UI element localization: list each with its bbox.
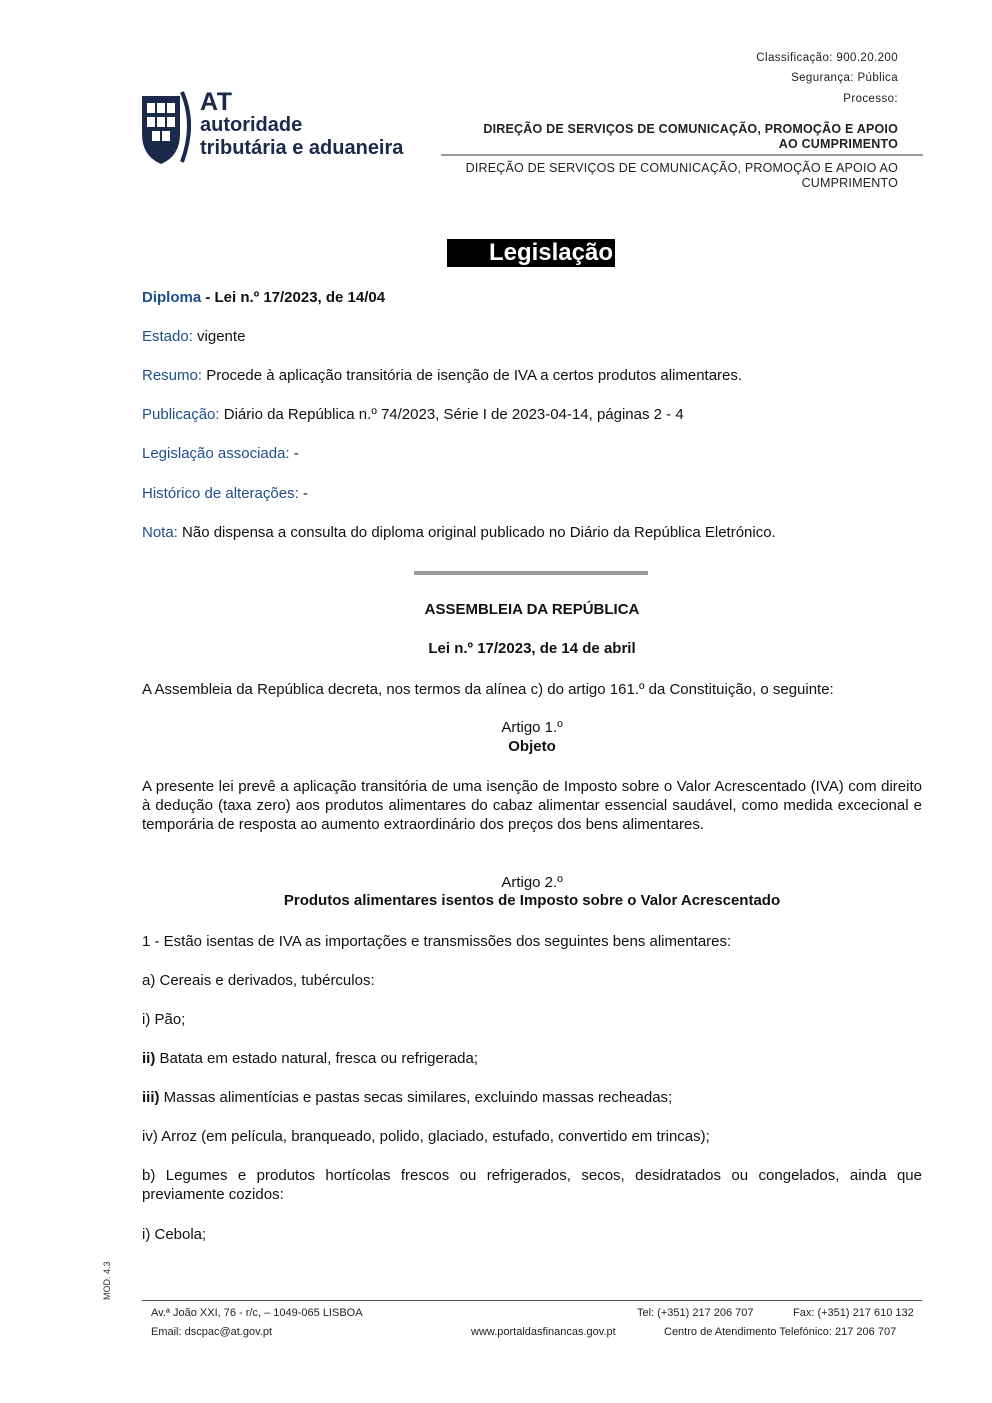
footer-email: Email: dscpac@at.gov.pt (151, 1326, 273, 1338)
nota-field (142, 524, 776, 541)
publicacao-value: Diário da República n.º 74/2023, Série I de 2023-04-14, páginas 2 - 4 (219, 406, 684, 423)
paragraph-1: 1 - Estão isentas de IVA as importações e transmissões dos seguintes bens alimentares: (142, 933, 732, 950)
lei-heading: Lei n.º 17/2023, de 14 de abril (428, 640, 636, 657)
shield-emblem-icon (138, 90, 194, 168)
header-divider (441, 154, 923, 156)
resumo-field (142, 367, 742, 384)
legislacao-label: Legislação associada: (142, 445, 290, 462)
artigo-1-title: Objeto (508, 738, 556, 755)
at-logo (138, 90, 438, 170)
footer-website: www.portaldasfinancas.gov.pt (471, 1326, 616, 1338)
footer-address: Av.ª João XXI, 76 - r/c, – 1049-065 LISBOA (151, 1307, 363, 1319)
estado-label: Estado: (142, 328, 193, 345)
page-title: Legislação (447, 239, 615, 267)
publicacao-label: Publicação: (142, 406, 220, 423)
artigo-1-text: A presente lei prevê a aplicação transitória de uma isenção de Imposto sobre o Valor Acrescentado (IVA) com direito à dedução (taxa zero) aos produtos alimentares do cabaz alimentar essencial saudável, como medida excecional e temporária de resposta ao aumento extraordinário dos preços dos bens alimentares. (142, 778, 922, 833)
logo-at-text: AT (200, 88, 233, 116)
item-a-i: i) Pão; (142, 1011, 186, 1028)
security-text: Segurança: Pública (791, 72, 898, 84)
estado-field (142, 328, 245, 345)
historico-field (142, 485, 308, 502)
legislacao-field (142, 445, 299, 462)
nota-label: Nota: (142, 524, 178, 541)
item-a-iv: iv) Arroz (em película, branqueado, polido, glaciado, estufado, convertido em trincas); (142, 1128, 710, 1145)
footer-call-center: Centro de Atendimento Telefónico: 217 206 707 (664, 1326, 897, 1338)
historico-value: - (298, 485, 308, 502)
diploma-value: - Lei n.º 17/2023, de 14/04 (201, 289, 386, 306)
artigo-2-number: Artigo 2.º (501, 874, 563, 891)
section-divider (414, 571, 648, 575)
item-a-ii (142, 1049, 922, 1068)
resumo-label: Resumo: (142, 367, 203, 384)
directorate-normal: DIREÇÃO DE SERVIÇOS DE COMUNICAÇÃO, PROMOÇÃO E APOIO AO CUMPRIMENTO (465, 161, 898, 190)
item-a-ii-number: ii) (142, 1050, 156, 1067)
footer-fax: Fax: (+351) 217 610 132 (793, 1307, 914, 1319)
artigo-1-number: Artigo 1.º (501, 719, 563, 736)
directorate-bold: DIREÇÃO DE SERVIÇOS DE COMUNICAÇÃO, PROMOÇÃO E APOIO AO CUMPRIMENTO (483, 122, 898, 151)
nota-value: Não dispensa a consulta do diploma original publicado no Diário da República Eletrónico. (177, 524, 776, 541)
model-code: MOD. 4.3 (102, 1261, 112, 1300)
item-a: a) Cereais e derivados, tubérculos: (142, 972, 375, 989)
historico-label: Histórico de alterações: (142, 485, 299, 502)
assembleia-heading: ASSEMBLEIA DA REPÚBLICA (424, 601, 640, 618)
estado-value: vigente (192, 328, 246, 345)
artigo-2-title: Produtos alimentares isentos de Imposto sobre o Valor Acrescentado (283, 892, 781, 909)
logo-line-2: autoridade (200, 114, 303, 136)
item-a-iii (142, 1088, 922, 1107)
item-b: b) Legumes e produtos hortícolas frescos ou refrigerados, secos, desidratados ou congelados, ainda que previamente cozidos: (142, 1167, 922, 1203)
item-a-ii-text: Batata em estado natural, fresca ou refrigerada; (155, 1050, 479, 1067)
process-text: Processo: (843, 93, 898, 105)
resumo-value: Procede à aplicação transitória de isenção de IVA a certos produtos alimentares. (202, 367, 743, 384)
classification-text: Classificação: 900.20.200 (756, 52, 898, 64)
preambulo-text: A Assembleia da República decreta, nos termos da alínea c) do artigo 161.º da Constituição, o seguinte: (142, 681, 834, 698)
logo-line-3: tributária e aduaneira (200, 137, 404, 159)
item-b-i: i) Cebola; (142, 1226, 207, 1243)
diploma-label: Diploma (142, 289, 202, 306)
footer-tel: Tel: (+351) 217 206 707 (637, 1307, 754, 1319)
item-a-iii-text: Massas alimentícias e pastas secas similares, excluindo massas recheadas; (159, 1089, 673, 1106)
footer-divider (142, 1300, 922, 1301)
publicacao-field (142, 406, 684, 423)
item-a-iii-number: iii) (142, 1089, 160, 1106)
legislacao-value: - (289, 445, 299, 462)
diploma-field (142, 289, 385, 306)
